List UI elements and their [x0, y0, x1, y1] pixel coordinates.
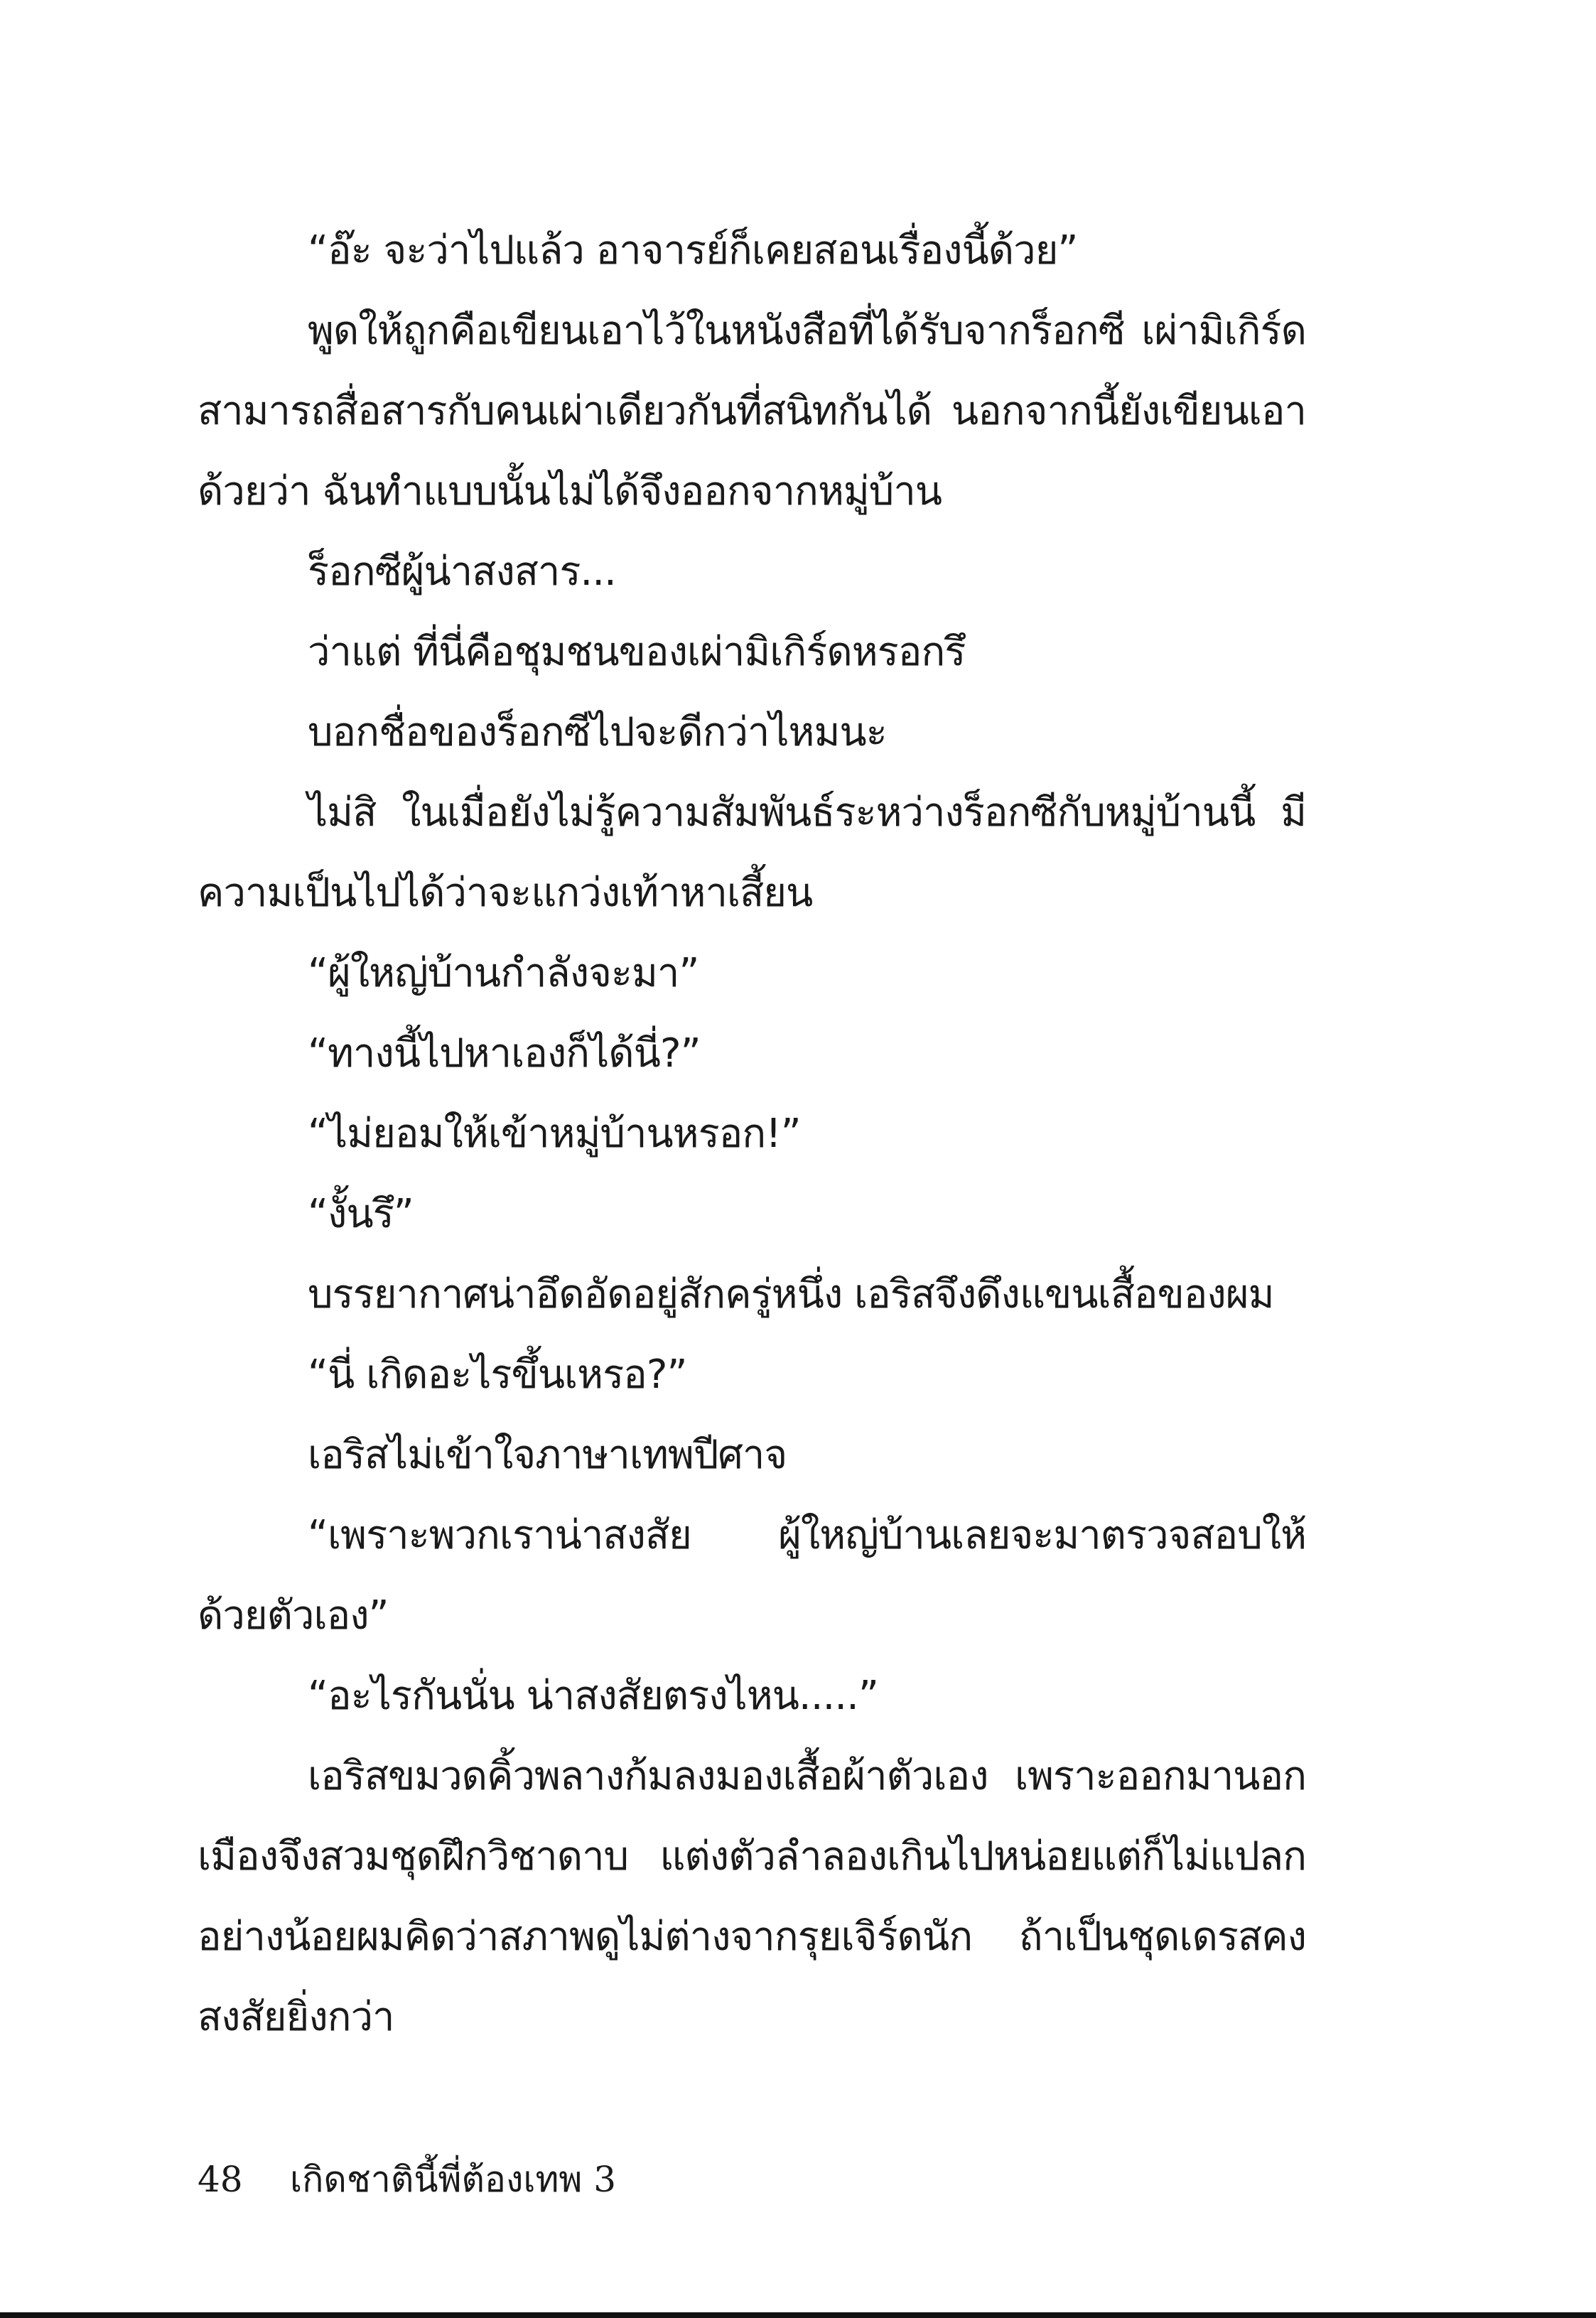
text-line: พูดให้ถูกคือเขียนเอาไว้ในหนังสือที่ได้รับจากร็อกซี เผ่ามิเกิร์ด: [308, 308, 1306, 354]
text-line: สงสัยยิ่งกว่า: [198, 1994, 394, 2040]
text-line: ไม่สิ ในเมื่อยังไม่รู้ความสัมพันธ์ระหว่างร็อกซีกับหมู่บ้านนี้ มี: [308, 789, 1306, 836]
text-line: ด้วยตัวเอง”: [198, 1592, 389, 1639]
text-line: เอริสขมวดคิ้วพลางก้มลงมองเสื้อผ้าตัวเอง เพราะออกมานอก: [308, 1753, 1306, 1799]
text-line: เอริสไม่เข้าใจภาษาเทพปีศาจ: [308, 1432, 787, 1478]
bottom-edge-divider: [0, 2312, 1596, 2318]
text-line: “อ๊ะ จะว่าไปแล้ว อาจารย์ก็เคยสอนเรื่องนี้ด้วย”: [308, 227, 1078, 274]
text-line: เมืองจึงสวมชุดฝึกวิชาดาบ แต่งตัวลำลองเกินไปหน่อยแต่ก็ไม่แปลก: [198, 1833, 1306, 1880]
text-line: บรรยากาศน่าอึดอัดอยู่สักครู่หนึ่ง เอริสจึงดึงแขนเสื้อของผม: [308, 1271, 1274, 1317]
text-line: สามารถสื่อสารกับคนเผ่าเดียวกันที่สนิทกันได้ นอกจากนี้ยังเขียนเอา: [198, 388, 1306, 434]
text-line: “นี่ เกิดอะไรขึ้นเหรอ?”: [308, 1352, 687, 1398]
text-line: ร็อกซีผู้น่าสงสาร...: [308, 549, 616, 595]
book-title: เกิดชาตินี้พี่ต้องเทพ 3: [290, 2159, 617, 2200]
text-line: “ทางนี้ไปหาเองก็ได้นี่?”: [308, 1030, 701, 1077]
text-line: “งั้นรึ”: [308, 1191, 414, 1237]
page-footer: [198, 2155, 616, 2204]
text-line: “เพราะพวกเราน่าสงสัย ผู้ใหญ่บ้านเลยจะมาตรวจสอบให้: [308, 1512, 1306, 1558]
text-line: “อะไรกันนั่น น่าสงสัยตรงไหน.....”: [308, 1673, 878, 1719]
text-line: ความเป็นไปได้ว่าจะแกว่งเท้าหาเสี้ยน: [198, 870, 813, 916]
page-number: 48: [198, 2159, 243, 2200]
text-line: ด้วยว่า ฉันทำแบบนั้นไม่ได้จึงออกจากหมู่บ้าน: [198, 468, 942, 514]
text-line: บอกชื่อของร็อกซีไปจะดีกว่าไหมนะ: [308, 709, 887, 755]
text-line: ว่าแต่ ที่นี่คือชุมชนของเผ่ามิเกิร์ดหรอกรึ: [308, 629, 966, 675]
text-line: “ไม่ยอมให้เข้าหมู่บ้านหรอก!”: [308, 1111, 801, 1157]
body-text: [198, 210, 1306, 2057]
text-line: อย่างน้อยผมคิดว่าสภาพดูไม่ต่างจากรุยเจิร์ดนัก ถ้าเป็นชุดเดรสคง: [198, 1914, 1306, 1960]
text-line: “ผู้ใหญ่บ้านกำลังจะมา”: [308, 950, 699, 996]
